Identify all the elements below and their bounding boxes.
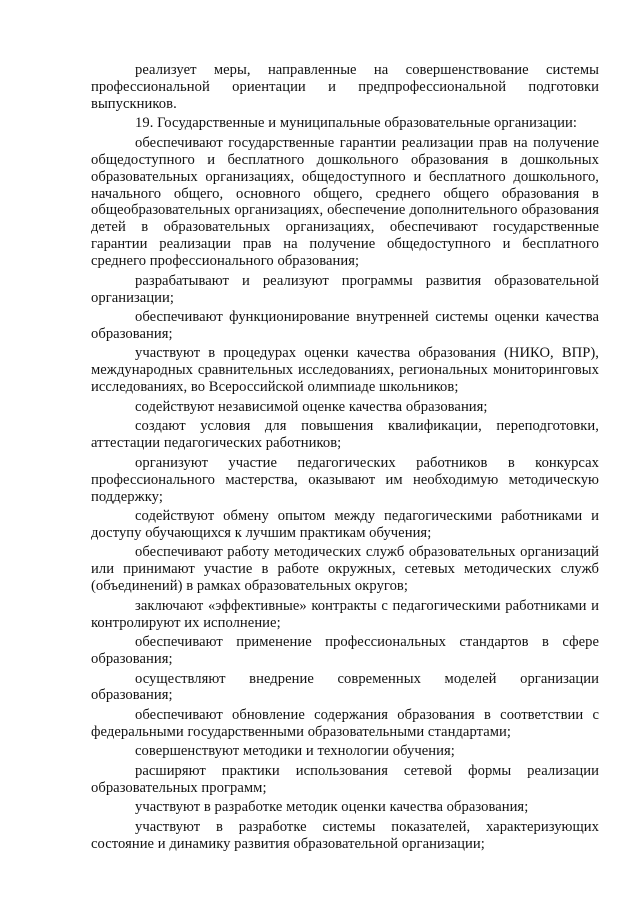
document-body: [91, 62, 599, 853]
paragraph-quality-assessment: участвуют в процедурах оценки качества образования (НИКО, ВПР), международных сравнительных исследованиях, региональных мониторинговых исследованиях, во Всероссийской олимпиаде школьников;: [91, 345, 599, 396]
paragraph-methodical-services: обеспечивают работу методических служб образовательных организаций или принимают участие в работе окружных, сетевых методических служб (объединений) в рамках образовательных округов;: [91, 544, 599, 595]
paragraph-internal-quality-system: обеспечивают функционирование внутренней системы оценки качества образования;: [91, 309, 599, 342]
paragraph-network-form: расширяют практики использования сетевой формы реализации образовательных программ;: [91, 762, 599, 796]
paragraph-effective-contracts: заключают «эффективные» контракты с педагогическими работниками и контролируют их исполнение;: [91, 597, 599, 631]
paragraph-experience-exchange: содействуют обмену опытом между педагогическими работниками и доступу обучающихся к лучшим практикам обучения;: [91, 508, 599, 541]
paragraph-section-19-heading: 19. Государственные и муниципальные образовательные организации:: [135, 115, 577, 132]
paragraph-contests: организуют участие педагогических работников в конкурсах профессионального мастерства, оказывают им необходимую методическую поддержку;: [91, 454, 599, 505]
paragraph-professional-standards: обеспечивают применение профессиональных стандартов в сфере образования;: [91, 634, 599, 668]
paragraph-qualification: создают условия для повышения квалификации, переподготовки, аттестации педагогических работников;: [91, 418, 599, 452]
paragraph-content-update: обеспечивают обновление содержания образования в соответствии с федеральными государственными образовательными стандартами;: [91, 706, 599, 740]
paragraph-indicator-system: участвуют в разработке системы показателей, характеризующих состояние и динамику развития образовательной организации;: [91, 818, 599, 852]
paragraph-independent-assessment: содействуют независимой оценке качества образования;: [135, 398, 488, 415]
paragraph-modern-models: осуществляют внедрение современных моделей организации образования;: [91, 670, 599, 704]
paragraph-development-programs: разрабатывают и реализуют программы развития образовательной организации;: [91, 272, 599, 306]
paragraph-assessment-methods: участвуют в разработке методик оценки качества образования;: [135, 799, 529, 816]
paragraph-career-guidance: реализует меры, направленные на совершенствование системы профессиональной ориентации и предпрофессиональной подготовки выпускников.: [91, 62, 599, 112]
paragraph-state-guarantees: обеспечивают государственные гарантии реализации прав на получение общедоступного и бесплатного дошкольного образования в дошкольных образовательных организациях, общедоступного и бесплатного дошкольного, начального общего, основного общего, среднего общего образования в общеобразовательных организациях, обеспечение дополнительного образования детей в образовательных организациях, обеспечивают государственные гарантии реализации прав на получение общедоступного и бесплатного среднего профессионального образования;: [91, 134, 599, 270]
paragraph-teaching-methods: совершенствуют методики и технологии обучения;: [135, 743, 455, 760]
